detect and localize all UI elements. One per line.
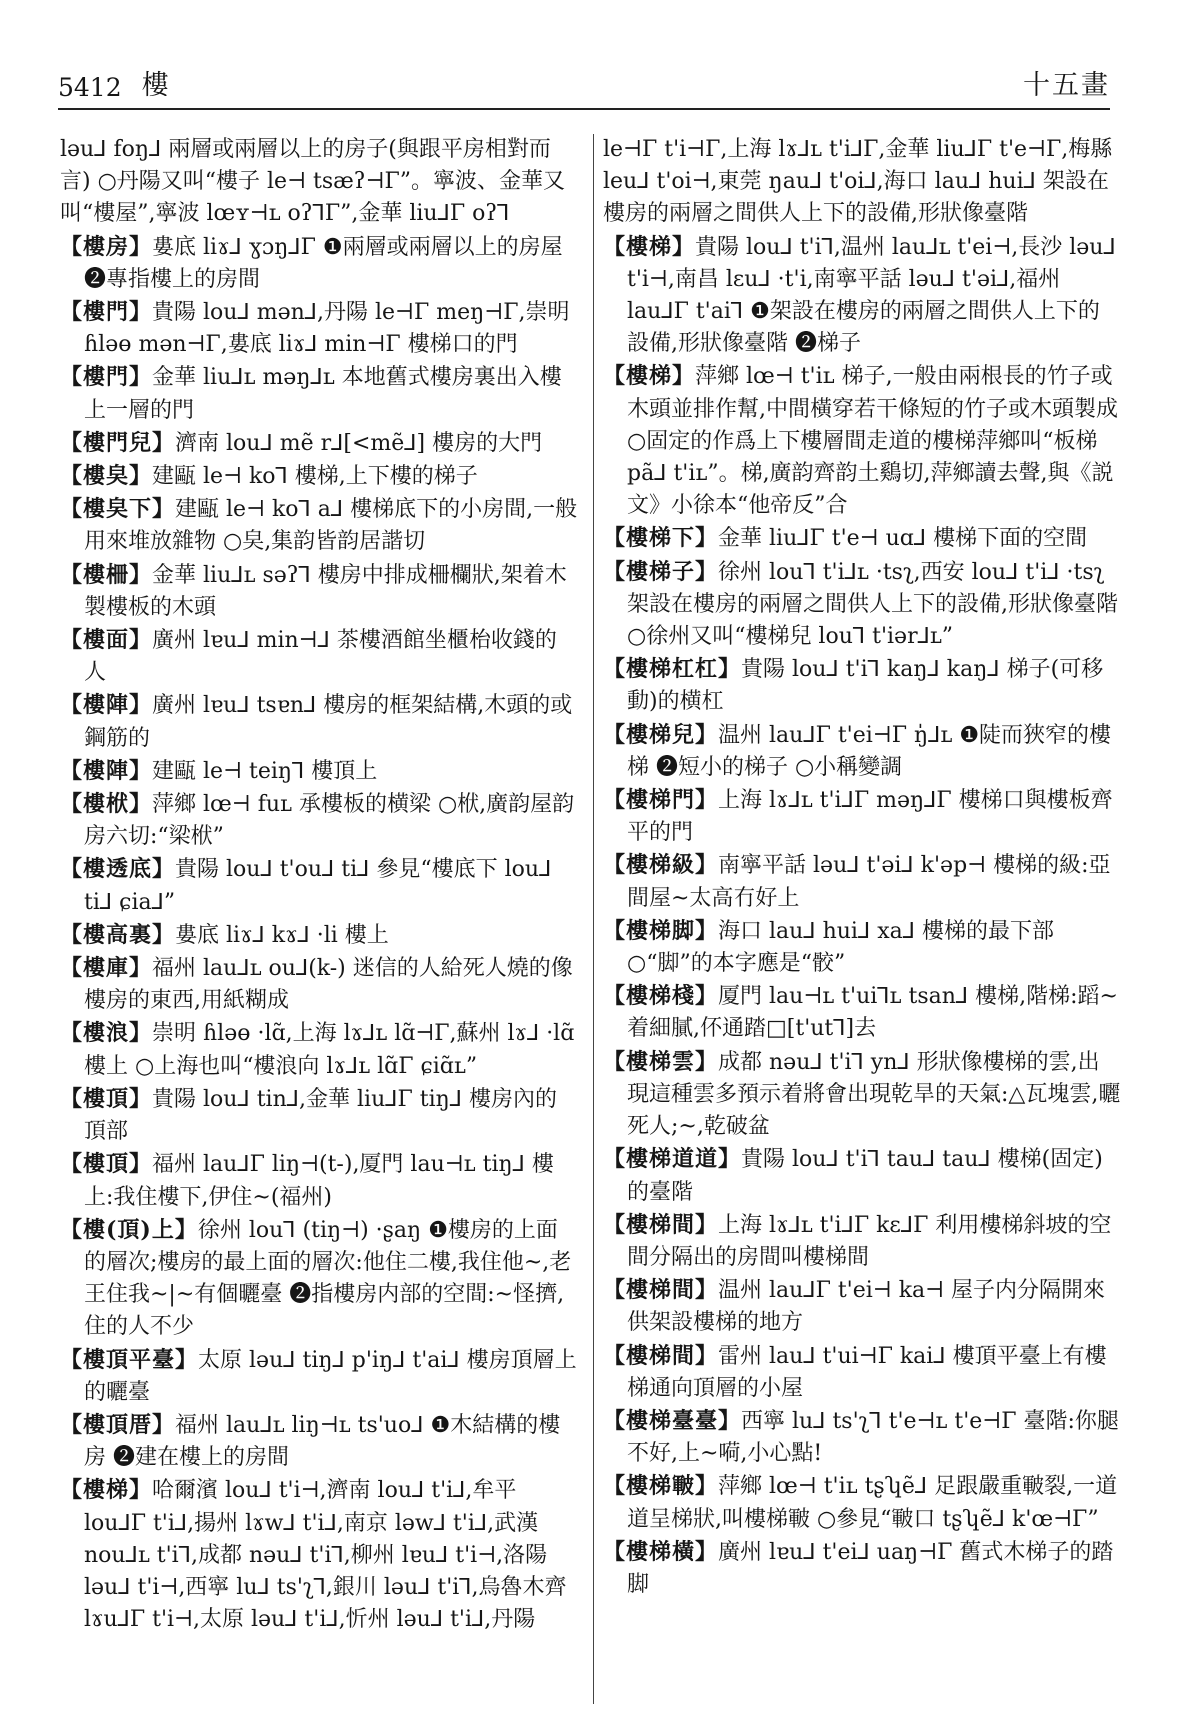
dictionary-entry	[603, 915, 1121, 980]
dictionary-entry	[60, 853, 578, 918]
entry-definition: 金華 liu⅃ʟ səʔ⅂ 樓房中排成柵欄狀,架着木製樓板的木頭	[84, 562, 567, 620]
entry-headword: 【樓㚖】	[60, 463, 153, 490]
entry-headword: 【樓梯下】	[603, 525, 719, 552]
entry-definition: 福州 lau⅃ʟ liŋ⊣ʟ ts'uo⅃ ❶木結構的樓房 ❷建在樓上的房間	[84, 1412, 561, 1471]
dictionary-entry	[603, 1340, 1121, 1405]
dictionary-entry	[603, 1405, 1121, 1470]
dictionary-entry	[603, 1536, 1121, 1601]
entry-headword: 【樓梯間】	[603, 1211, 719, 1238]
dictionary-entry	[603, 1209, 1121, 1274]
dictionary-entry	[603, 719, 1121, 784]
entry-definition: 温州 lau⅃Γ t'ei⊣Γ ŋ̍⅃ʟ ❶陡而狹窄的樓梯 ❷短小的梯子 ○小稱變調	[627, 722, 1112, 780]
entry-headword: 【樓浪】	[60, 1020, 153, 1047]
entry-headword: 【樓梯雲】	[603, 1048, 719, 1075]
dictionary-entry	[603, 849, 1121, 914]
dictionary-entry	[603, 784, 1121, 849]
entry-headword: 【樓陣】	[60, 757, 153, 784]
entry-headword: 【樓梯間】	[603, 1277, 719, 1304]
entry-definition: 徐州 lou⅂ (tiŋ⊣) ·ʂaŋ ❶樓房的上面的層次;樓房的最上面的層次:他住二樓,我住他~,老王住我~|~有個曬臺 ❷指樓房内部的空間:~怪擠,住的人不少	[84, 1217, 572, 1340]
entry-headword: 【樓梯橫】	[603, 1538, 719, 1565]
dictionary-entry	[60, 231, 578, 296]
dictionary-entry	[60, 361, 578, 426]
dictionary-entry	[603, 1274, 1121, 1339]
entry-definition: 崇明 ɦləɵ ·lɑ̃,上海 lɤ⅃ʟ lɑ̃⊣Γ,蘇州 lɤ⅃ ·lɑ̃ 樓上 ○上海也叫“樓浪向 lɤ⅃ʟ lɑ̃Γ ɕiɑ̃ʟ”	[84, 1021, 575, 1079]
entry-headword: 【樓門】	[60, 299, 153, 326]
entry-headword: 【樓梯兒】	[603, 721, 719, 748]
entry-definition: 太原 ləu⅃ tiŋ⅃ p'iŋ⅃ t'ai⅃ 樓房頂層上的曬臺	[84, 1347, 577, 1405]
entry-headword: 【樓面】	[60, 627, 153, 654]
entry-headword: 【樓梯門】	[603, 787, 719, 814]
dictionary-entry	[60, 755, 578, 788]
dictionary-entry	[603, 556, 1121, 654]
entry-definition: 海口 lau⅃ hui⅃ xa⅃ 樓梯的最下部 ○“脚”的本字應是“骹”	[627, 918, 1054, 977]
dictionary-entry	[60, 134, 578, 231]
entry-definition: 金華 liu⅃Γ t'e⊣ uɑ⅃ 樓梯下面的空間	[718, 526, 1088, 552]
page-header	[58, 64, 1110, 110]
entry-definition: 成都 nəu⅃ t'i⅂ yn⅃ 形狀像樓梯的雲,出現這種雲多預示着將會出現乾旱的天氣:△瓦塊雲,曬死人;~,乾破盆	[627, 1049, 1121, 1140]
dictionary-entry	[603, 1046, 1121, 1144]
entry-definition: 建甌 le⊣ teiŋ⅂ 樓頂上	[152, 758, 378, 784]
entry-headword: 【樓梯間】	[603, 1342, 719, 1369]
entry-headword: 【樓梯】	[60, 1477, 153, 1504]
entry-headword: 【樓頂厝】	[60, 1411, 176, 1438]
entry-definition: 萍鄉 lœ⊣ t'iʟ tʂʮẽ⅃ 足跟嚴重皸裂,一道道呈梯狀,叫樓梯皸 ○參見“皸口 tʂʮẽ⅃ k'œ⊣Γ”	[627, 1474, 1118, 1532]
entry-headword: 【樓門】	[60, 364, 153, 391]
dictionary-entry	[60, 689, 578, 754]
entry-definition: 金華 liu⅃ʟ məŋ⅃ʟ 本地舊式樓房裏出入樓上一層的門	[84, 365, 562, 423]
entry-definition: 廣州 lɐu⅃ tsɐn⅃ 樓房的框架結構,木頭的或鋼筋的	[84, 693, 573, 751]
dictionary-entry	[603, 522, 1121, 555]
dictionary-entry	[60, 493, 578, 558]
entry-headword: 【樓栿】	[60, 791, 153, 818]
entry-headword: 【樓門兒】	[60, 429, 176, 456]
entry-headword: 【樓㚖下】	[60, 496, 176, 523]
entry-definition: 貴陽 lou⅃ mən⅃,丹陽 le⊣Γ meŋ⊣Γ,崇明 ɦləɵ mən⊣Γ,婁底 liɤ⅃ min⊣Γ 樓梯口的門	[84, 300, 570, 358]
dictionary-entry	[60, 1409, 578, 1474]
stroke-section: 十五畫	[1023, 70, 1110, 101]
entry-definition: 婁底 liɤ⅃ kɤ⅃ ·li 樓上	[175, 922, 389, 948]
dictionary-entry	[60, 1083, 578, 1148]
entry-definition: 貴陽 lou⅃ tin⅃,金華 liu⅃Γ tiŋ⅃ 樓房內的頂部	[84, 1086, 558, 1145]
dictionary-entry	[603, 360, 1121, 522]
left-column	[60, 134, 578, 1636]
dictionary-entry	[60, 952, 578, 1017]
dictionary-entry	[603, 134, 1121, 231]
entry-headword: 【樓梯皸】	[603, 1473, 719, 1500]
entry-headword: 【樓梯子】	[603, 558, 719, 585]
entry-definition: 廣州 lɐu⅃ min⊣⅃ 茶樓酒館坐櫃枱收錢的人	[84, 628, 557, 686]
entry-headword: 【樓房】	[60, 233, 153, 260]
entry-definition: ləu⅃ foŋ⅃ 兩層或兩層以上的房子(與跟平房相對而言) ○丹陽又叫“樓子 le⊣ tsæʔ⊣Γ”。寧波、金華又叫“樓屋”,寧波 lœʏ⊣ʟ oʔ⅂Γ”,金華 liu⅃Γ oʔ⅂	[60, 137, 566, 227]
dictionary-entry	[603, 653, 1121, 718]
entry-headword: 【樓梯】	[603, 363, 696, 390]
entry-headword: 【樓梯道道】	[603, 1146, 742, 1173]
dictionary-entry	[60, 624, 578, 689]
entry-headword: 【樓梯級】	[603, 852, 719, 879]
entry-headword: 【樓庫】	[60, 955, 153, 982]
entry-definition: 西寧 lu⅃ ts'ʅ⅂ t'e⊣ʟ t'e⊣Γ 臺階:你腿不好,上~嗬,小心點!	[627, 1408, 1119, 1467]
entry-definition: 濟南 lou⅃ mẽ r⅃[<mẽ⅃] 樓房的大門	[175, 430, 543, 456]
entry-headword: 【樓高裏】	[60, 921, 176, 948]
dictionary-entry	[603, 980, 1121, 1045]
entry-definition: 徐州 lou⅂ t'i⅃ʟ ·tsʅ,西安 lou⅃ t'i⅃ ·tsʅ 架設在樓房的兩層之間供人上下的設備,形狀像臺階 ○徐州又叫“樓梯兒 lou⅂ t'iər⅃ʟ”	[627, 559, 1118, 650]
entry-definition: 福州 lau⅃ʟ ou⅃(k-) 迷信的人給死人燒的像樓房的東西,用紙糊成	[84, 956, 573, 1014]
entry-definition: 福州 lau⅃Γ liŋ⊣(t-),厦門 lau⊣ʟ tiŋ⅃ 樓上:我住樓下,伊住~(福州)	[84, 1152, 554, 1210]
entry-headword: 【樓柵】	[60, 561, 153, 588]
dictionary-entry	[60, 1474, 578, 1636]
dictionary-entry	[603, 1470, 1121, 1535]
entry-definition: 雷州 lau⅃ t'ui⊣Γ kai⅃ 樓頂平臺上有樓梯通向頂層的小屋	[627, 1343, 1107, 1401]
entry-definition: 貴陽 lou⅃ t'ou⅃ ti⅃ 參見“樓底下 lou⅃ ti⅃ ɕia⅃”	[84, 857, 552, 915]
entry-headword: 【樓頂】	[60, 1085, 153, 1112]
entry-definition: le⊣Γ t'i⊣Γ,上海 lɤ⅃ʟ t'i⅃Γ,金華 liu⅃Γ t'e⊣Γ,梅縣 leu⅃ t'oi⊣,東莞 ŋau⅃ t'oi⅃,海口 lau⅃ hui⅃ 架設在樓房的兩層之間供人上下的設備,形狀像臺階	[603, 137, 1113, 227]
entry-headword: 【樓梯】	[603, 233, 696, 260]
dictionary-entry	[60, 1344, 578, 1409]
entry-headword: 【樓頂】	[60, 1151, 153, 1178]
entry-headword: 【樓梯脚】	[603, 917, 719, 944]
entry-headword: 【樓梯臺臺】	[603, 1407, 742, 1434]
entry-headword: 【樓透底】	[60, 856, 176, 883]
dictionary-entry	[60, 788, 578, 853]
entry-definition: 萍鄉 lœ⊣ t'iʟ 梯子,一般由兩根長的竹子或木頭並排作幫,中間橫穿若干條短的竹子或木頭製成 ○固定的作爲上下樓層間走道的樓梯萍鄉叫“板梯 pã⅃ t'iʟ”。梯,廣韵齊韵土鷄切,萍鄉讀去聲,與《説文》小徐本“他帝反”合	[627, 364, 1118, 519]
entry-definition: 貴陽 lou⅃ t'i⅂ kaŋ⅃ kaŋ⅃ 梯子(可移動)的横杠	[627, 657, 1104, 715]
dictionary-entry	[60, 296, 578, 361]
entry-definition: 婁底 liɤ⅃ ɣɔŋ⅃Γ ❶兩層或兩層以上的房屋 ❷專指樓上的房間	[84, 234, 563, 292]
dictionary-entry	[60, 1017, 578, 1082]
dictionary-entry	[603, 1143, 1121, 1208]
right-column	[603, 134, 1121, 1601]
dictionary-entry	[60, 427, 578, 460]
entry-headword: 【樓頂平臺】	[60, 1346, 199, 1373]
dictionary-entry	[60, 460, 578, 493]
entry-headword: 【樓(頂)上】	[60, 1216, 198, 1243]
dictionary-entry	[603, 231, 1121, 361]
entry-definition: 厦門 lau⊣ʟ t'ui⅂ʟ tsan⅃ 樓梯,階梯:蹈~着細膩,伓通踏□[t'ut⅂]去	[627, 984, 1118, 1042]
dictionary-entry	[60, 1148, 578, 1213]
dictionary-entry	[60, 1214, 578, 1344]
entry-definition: 温州 lau⅃Γ t'ei⊣ ka⊣ 屋子内分隔開來供架設樓梯的地方	[627, 1278, 1106, 1336]
dictionary-entry	[60, 559, 578, 624]
entry-definition: 上海 lɤ⅃ʟ t'i⅃Γ kɛ⅃Γ 利用樓梯斜坡的空間分隔出的房間叫樓梯間	[627, 1212, 1112, 1270]
page-number: 5412	[58, 73, 122, 102]
entry-headword: 【樓陣】	[60, 692, 153, 719]
entry-definition: 南寧平話 ləu⅃ t'əi⅃ k'əp⊣ 樓梯的級:亞間屋~太高冇好上	[627, 853, 1111, 911]
entry-definition: 貴陽 lou⅃ t'i⅂,温州 lau⅃ʟ t'ei⊣,長沙 ləu⅃ t'i⊣,南昌 lɛu⅃ ·t'i,南寧平話 ləu⅃ t'əi⅃,福州 lau⅃Γ t'ai⅂ ❶架設在樓房的兩層之間供人上下的設備,形狀像臺階 ❷梯子	[627, 234, 1116, 357]
entry-definition: 建甌 le⊣ ko⅂ 樓梯,上下樓的梯子	[152, 464, 478, 490]
entry-definition: 廣州 lɐu⅃ t'ei⅃ uaŋ⊣Γ 舊式木梯子的踏脚	[627, 1539, 1114, 1597]
entry-definition: 上海 lɤ⅃ʟ t'i⅃Γ məŋ⅃Γ 樓梯口與樓板齊平的門	[627, 788, 1113, 846]
column-divider	[593, 134, 594, 1704]
running-headword: 樓	[141, 70, 169, 101]
dictionary-entry	[60, 919, 578, 952]
entry-headword: 【樓梯杠杠】	[603, 656, 742, 683]
entry-definition: 萍鄉 lœ⊣ fuʟ 承樓板的横梁 ○栿,廣韵屋韵房六切:“梁栿”	[84, 792, 575, 850]
entry-definition: 建甌 le⊣ ko⅂ a⅃ 樓梯底下的小房間,一般用來堆放雜物 ○㚖,集韵皆韵居諧切	[84, 497, 578, 555]
entry-definition: 哈爾濱 lou⅃ t'i⊣,濟南 lou⅃ t'i⅃,牟平 lou⅃Γ t'i⅃,揚州 lɤw⅃ t'i⅃,南京 ləw⅃ t'i⅃,武漢 nou⅃ʟ t'i⅂,成都 nəu⅃ t'i⅂,柳州 lɐu⅃ t'i⊣,洛陽 ləu⅃ t'i⊣,西寧 lu⅃ ts'ʅ⅂,銀川 ləu⅃ t'i⅂,烏魯木齊 lɤu⅃Γ t'i⊣,太原 ləu⅃ t'i⅃,忻州 ləu⅃ t'i⅃,丹陽	[84, 1478, 567, 1633]
entry-headword: 【樓梯棧】	[603, 983, 719, 1010]
entry-definition: 貴陽 lou⅃ t'i⅂ tau⅃ tau⅃ 樓梯(固定)的臺階	[627, 1147, 1103, 1205]
